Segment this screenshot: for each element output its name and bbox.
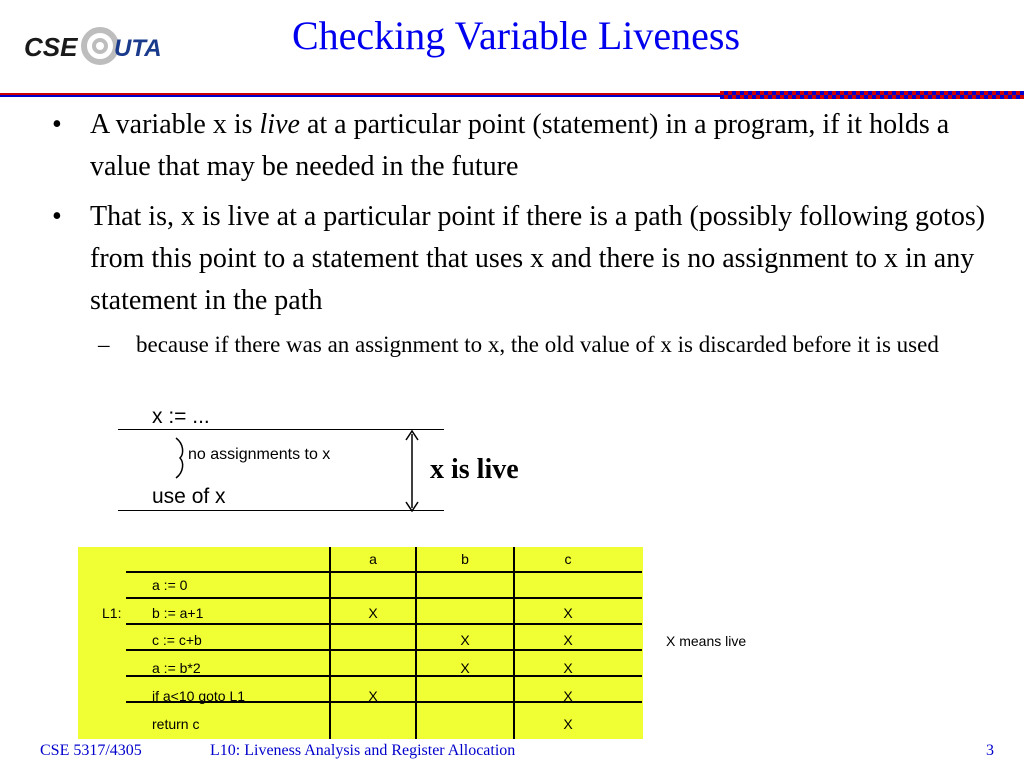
slide-title: Checking Variable Liveness [291, 13, 741, 58]
sub-bullet-reason: – because if there was an assignment to x, the old value of x is discarded before it is used [98, 328, 988, 362]
table-row-stmt: c := c+b [152, 632, 202, 648]
table-row-stmt: return c [152, 716, 200, 732]
diagram-top-line [118, 429, 444, 430]
bullet-dot: • [52, 201, 62, 232]
footer-page-number: 3 [986, 742, 994, 759]
table-hline [126, 571, 642, 573]
sub-bullet-dash: – [98, 332, 110, 357]
table-legend: X means live [666, 633, 747, 649]
table-header-c: c [564, 551, 572, 567]
liveness-table [78, 547, 643, 739]
footer-course: CSE 5317/4305 [40, 742, 142, 759]
diagram-brace [170, 436, 190, 480]
table-cell-c: X [563, 688, 573, 704]
bullet-liveness-definition: • A variable x is live at a particular point (statement) in a program, if it holds a value that may be needed in the future [52, 104, 992, 188]
table-cell-c: X [563, 605, 573, 621]
diagram-assign-label: x := ... [152, 405, 210, 428]
table-cell-a: X [368, 605, 378, 621]
table-vline-1 [329, 547, 331, 739]
table-cell-a: X [368, 688, 378, 704]
table-header-a: a [369, 551, 377, 567]
header-divider [0, 86, 1024, 94]
table-cell-c: X [563, 660, 573, 676]
table-row-stmt: b := a+1 [152, 605, 204, 621]
table-hline [126, 623, 642, 625]
logo-uta-text: UTA [114, 35, 162, 62]
diagram-result-label: x is live [430, 454, 519, 485]
table-row-stmt: if a<10 goto L1 [152, 688, 246, 704]
diagram-double-arrow [404, 430, 420, 512]
table-cell-c: X [563, 632, 573, 648]
table-row-stmt: a := b*2 [152, 660, 201, 676]
table-cell-c: X [563, 716, 573, 732]
diagram-bottom-line [118, 510, 444, 511]
diagram-use-label: use of x [152, 485, 226, 508]
table-label-l1: L1: [102, 605, 122, 621]
diagram-middle-label: no assignments to x [188, 446, 331, 463]
footer-lecture: L10: Liveness Analysis and Register Allocation [210, 742, 516, 759]
table-cell-b: X [460, 660, 470, 676]
table-header-b: b [461, 551, 469, 567]
bullet-path-explanation: • That is, x is live at a particular point if there is a path (possibly following gotos) from this point to a statement that uses x and there is no assignment to x in any statement in the path [52, 196, 992, 322]
table-row-stmt: a := 0 [152, 577, 188, 593]
logo-cse-text: CSE [24, 32, 78, 62]
bullet-dot: • [52, 109, 62, 140]
table-cell-b: X [460, 632, 470, 648]
table-hline [126, 597, 642, 599]
